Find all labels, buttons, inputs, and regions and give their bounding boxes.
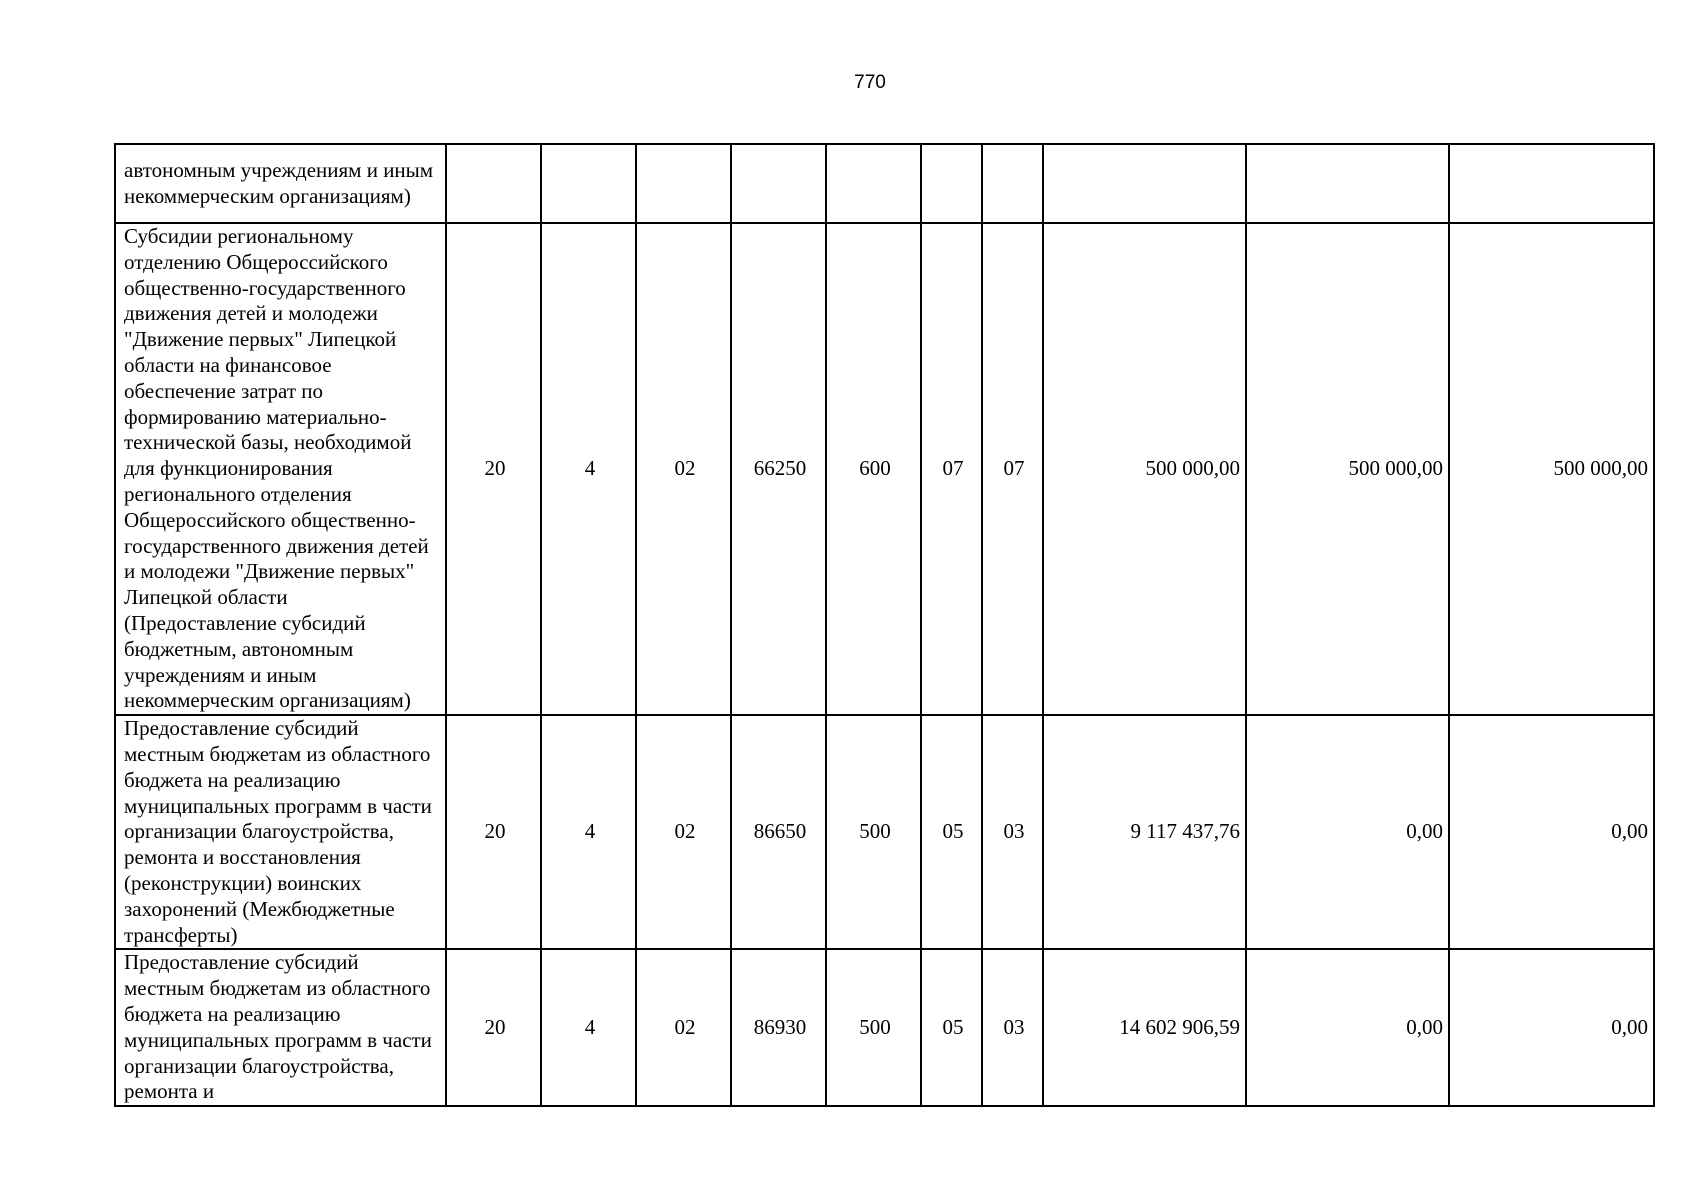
code-cell: 05 (921, 715, 982, 949)
code-cell (446, 144, 541, 223)
amount-cell: 14 602 906,59 (1043, 949, 1246, 1106)
code-cell: 02 (636, 949, 731, 1106)
code-cell: 07 (982, 223, 1043, 715)
budget-table (114, 143, 1655, 1107)
amount-cell (1043, 144, 1246, 223)
row-description: Предоставление субсидий местным бюджетам из областного бюджета на реализацию муниципальных программ в части организации благоустройства, ремонта и (115, 949, 446, 1106)
page-number: 770 (854, 72, 886, 93)
table-row (115, 144, 1654, 223)
code-cell (921, 144, 982, 223)
code-cell: 4 (541, 715, 636, 949)
code-cell: 20 (446, 223, 541, 715)
amount-cell: 500 000,00 (1043, 223, 1246, 715)
code-cell: 66250 (731, 223, 826, 715)
code-cell: 05 (921, 949, 982, 1106)
row-description: Предоставление субсидий местным бюджетам из областного бюджета на реализацию муниципальных программ в части организации благоустройства, ремонта и восстановления (реконструкции) воинских захоронений (Межбюджетные трансферты) (115, 715, 446, 949)
code-cell: 4 (541, 223, 636, 715)
code-cell: 500 (826, 949, 921, 1106)
row-description: автономным учреждениям и иным некоммерческим организациям) (115, 144, 446, 223)
table-row (115, 949, 1654, 1106)
amount-cell: 9 117 437,76 (1043, 715, 1246, 949)
amount-cell: 0,00 (1246, 949, 1449, 1106)
row-description: Субсидии региональному отделению Общероссийского общественно-государственного движения детей и молодежи "Движение первых" Липецкой области на финансовое обеспечение затрат по формированию материально-технической базы, необходимой для функционирования регионального отделения Общероссийского общественно-государственного движения детей и молодежи "Движение первых" Липецкой области (Предоставление субсидий бюджетным, автономным учреждениям и иным некоммерческим организациям) (115, 223, 446, 715)
code-cell (731, 144, 826, 223)
code-cell (541, 144, 636, 223)
amount-cell: 0,00 (1449, 949, 1654, 1106)
amount-cell: 500 000,00 (1246, 223, 1449, 715)
code-cell: 20 (446, 715, 541, 949)
code-cell: 02 (636, 223, 731, 715)
table-row (115, 223, 1654, 715)
code-cell: 4 (541, 949, 636, 1106)
code-cell: 86930 (731, 949, 826, 1106)
code-cell: 03 (982, 715, 1043, 949)
code-cell: 02 (636, 715, 731, 949)
amount-cell: 0,00 (1449, 715, 1654, 949)
code-cell: 600 (826, 223, 921, 715)
table-row (115, 715, 1654, 949)
code-cell: 07 (921, 223, 982, 715)
amount-cell (1246, 144, 1449, 223)
code-cell (982, 144, 1043, 223)
amount-cell: 500 000,00 (1449, 223, 1654, 715)
amount-cell: 0,00 (1246, 715, 1449, 949)
code-cell: 500 (826, 715, 921, 949)
amount-cell (1449, 144, 1654, 223)
code-cell: 03 (982, 949, 1043, 1106)
code-cell (636, 144, 731, 223)
code-cell: 20 (446, 949, 541, 1106)
code-cell (826, 144, 921, 223)
code-cell: 86650 (731, 715, 826, 949)
